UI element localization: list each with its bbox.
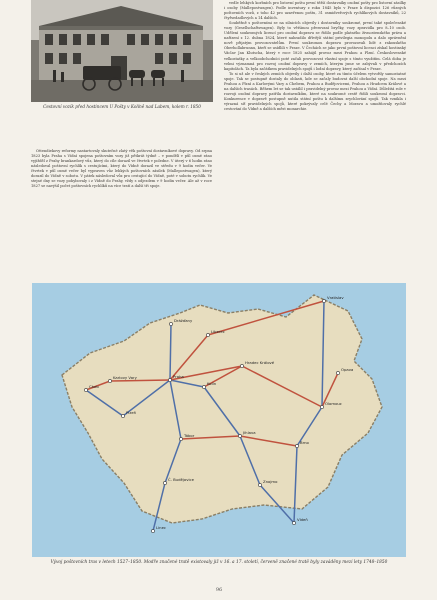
place-label: Vídeň [297, 517, 308, 522]
place-label: Vratislav [327, 295, 344, 300]
place-marker [168, 378, 171, 381]
place-marker [258, 483, 261, 486]
place-marker [320, 405, 323, 408]
place-marker [108, 379, 111, 382]
place-label: Olomouc [325, 401, 342, 406]
map-caption: Vývoj poštovních tras v letech 1527–1850. Modře značené tratě existovaly již v 16. a 17. století, červeně značené tratě byly zaváděny mezi lety 1748–1850 [50, 560, 388, 565]
place-marker [292, 521, 295, 524]
historical-photo [31, 0, 213, 102]
place-label: Liberec [211, 329, 225, 334]
place-label: Tábor [184, 433, 195, 438]
place-label: Praha [173, 374, 184, 379]
map-canvas [32, 283, 406, 557]
place-label: Brno [300, 440, 309, 445]
place-label: Plzeň [126, 410, 137, 415]
place-marker [336, 371, 339, 374]
place-marker [121, 414, 124, 417]
paragraph: Souběžně s poštovními se na silnicích objevily i dostavníky soukromé, první také společenské vozy (Gesellschaftswagen). Byly to většinou přerovaní bryčky, vozy zpravidla pro 8–10 osob. Udělení soukromých licencí pro osobní dopravu se řídilo podle platného živnostenského práva a nařízení z 12. dubna 1824, které nahradilo dřívější státní privilegia monopolu a dalo oprávnění nově přijatým provozovatelům. První soukromou dopravu provozovali lidé z rakouského Oberhollabrunnu, kteří se usídlili v Praze. V Čechách se jako první poštovní licenci získal hostinský Václav Jan Klutscha, který v roce 1825 zahájil provoz mezi Prahou a Plzní. Československé velkostatky a velkoobchodníci poté začali provozovat vlastní spoje s tímto využitím. Celá doba je velmi významná pro rozvoj osobní dopravy v zemích, kterým jsme se zabývali v předchozích kapitolách. Ta byla začátkem pravidelných spojů i lodní dopravy, který začínal v Praze. [224, 21, 406, 71]
place-label: Cheb [89, 384, 99, 389]
route-old [170, 324, 171, 380]
place-label: Drážďany [174, 318, 193, 323]
place-marker [163, 481, 166, 484]
left-text-column [31, 149, 212, 189]
place-label: Linec [156, 525, 167, 530]
place-label: Hradec Králové [245, 360, 275, 365]
place-label: Karlovy Vary [113, 375, 137, 380]
place-label: Znojmo [263, 479, 278, 484]
place-marker [169, 322, 172, 325]
place-marker [179, 437, 182, 440]
page-number: 96 [215, 587, 223, 593]
place-label: Č. Budějovice [168, 477, 194, 482]
photo-caption: Cestovní vozík před hostincem U Pošty v Kolíně nad Labem, kolem r. 1850 [43, 104, 201, 109]
place-label: Jihlava [243, 430, 256, 435]
place-label: Opava [341, 367, 354, 372]
paragraph: vedle lehkých korbních pro listovní poštu první těžší dostavníky osobní pošty pro listovní zásilky i osoby (Mallepostwagen). Podle inventury z roku 1845 bylo v Praze k dispozici 126 různých poštovních vozů, z toho 42 pro uzavřenou poštu, 31 osmidveřových rychlíkových dostavníků, 22 čtyřsedadlových a 14 dalších. [224, 1, 406, 21]
place-marker [295, 444, 298, 447]
place-marker [151, 529, 154, 532]
place-label: Kolín [207, 381, 217, 386]
place-marker [202, 385, 205, 388]
post-house-illustration [31, 0, 213, 102]
place-marker [240, 364, 243, 367]
place-marker [238, 434, 241, 437]
place-marker [322, 299, 325, 302]
route-new [110, 380, 170, 381]
place-marker [84, 388, 87, 391]
paragraph: Ottendiekovy reformy nastartovaly skutečné zlatý věk poštovní dostavníkové dopravy. Od srpna 1823 byla Praha s Vídní spojena poštovním vozy již pětkrát týdně – v pondělí v půl osmé ráno vyjížděl z Prahy brankardový vůz, který do cíle dorazil ve čtvrtek v poledne. V úterý v 6 hodin ráno následoval poštovní rychlík s cestujícími, který do Vídně dorazil ve středu v 9 hodin večer. Ve čtvrtek v půl osmé večer byl vypraven vůz lehkých poštovních zásilek (Mallepostwagen), který dorazil do Vídně v sobotu. V pátek následoval vůz pro cestující do Vídně, poté v sobotu rychlík. Ve stejné dny se vozy pohybovaly i z Vídně do Prahy, vždy s odjezdem v 9 hodin večer. Ale až v roce 1827 se navýšil počet poštovních rychlíků na více tratí a další tři spoje. [31, 149, 212, 189]
right-text-column [224, 1, 406, 112]
paragraph: To si už ale v českých zemích objevily i další osoby, které za tímto účelem vytvořily samostatné spoje. Tak se postupně dostaly do oblasti, kde se začaly budovat další obchodní spoje. Na mezi Prahou a Plzní a Karlovými Vary a Chebem, Prahou a Budějovicemi, Prahou a Hradcem Králové a na dalších trasách. Během let se tak ustálil i pravidelný provoz mezi Prahou a Vídní. Důležitá role v rozvoji osobní dopravy patřila dostavníkům, které na soukromé cestě řídili soukromí dopravci. Konkurence v dopravě postupně nutila státní poštu k dalšímu zrychlování spojů. Tak vznikla i výrazná síť pravidelných spojů, které pokrývaly celé Čechy a Moravu a umožňovaly rychlé cestování do Vídně a dalších měst monarchie. [224, 71, 406, 111]
place-marker [206, 333, 209, 336]
postal-routes-map [32, 283, 406, 557]
